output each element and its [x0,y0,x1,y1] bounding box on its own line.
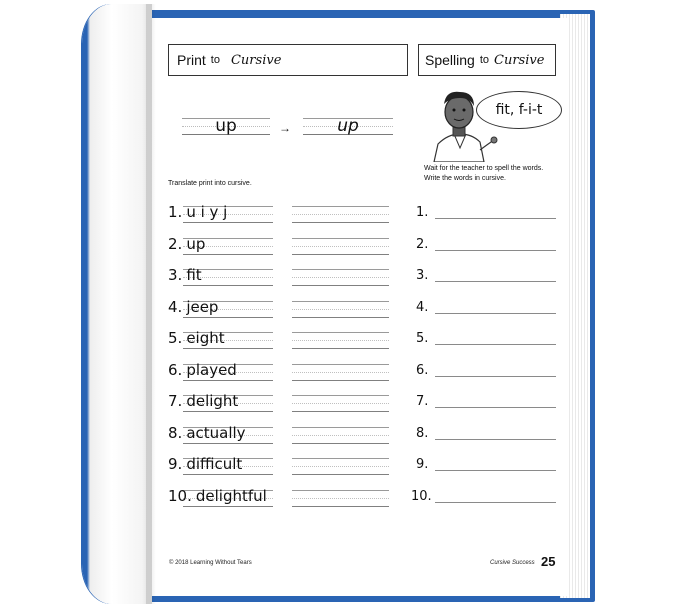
cursive-writing-line[interactable] [292,238,389,254]
header-spelling-to: to [479,54,490,66]
book-title: Cursive Success [490,560,535,566]
cursive-writing-line[interactable] [292,395,389,411]
spelling-number: 2. [416,237,429,252]
spelling-number: 1. [416,205,429,220]
spelling-answer-line[interactable] [435,376,556,377]
cursive-writing-line[interactable] [292,458,389,474]
print-to-cursive-header [168,44,408,76]
item-number: 3. [168,266,183,284]
header-spelling: Spelling [425,52,475,68]
print-word-item [168,203,227,221]
item-number: 4. [168,298,183,316]
spelling-answer-line[interactable] [435,502,556,503]
spelling-number: 7. [416,394,429,409]
copyright-text: © 2018 Learning Without Tears [169,560,252,566]
spelling-answer-line[interactable] [435,250,556,251]
translate-instruction: Translate print into cursive. [168,180,252,187]
print-word: difficult [186,455,243,473]
spelling-answer-line[interactable] [435,344,556,345]
print-word-item [168,424,246,442]
header-spelling-cursive: Cursive [494,52,545,68]
spelling-answer-line[interactable] [435,439,556,440]
item-number: 6. [168,361,183,379]
spelling-answer-line[interactable] [435,281,556,282]
cursive-writing-line[interactable] [292,269,389,285]
cursive-writing-line[interactable] [292,364,389,380]
spelling-number: 5. [416,331,429,346]
print-word-item [168,455,242,473]
print-word: fit [186,266,202,284]
header-cursive: Cursive [230,52,282,68]
item-number: 7. [168,392,183,410]
item-number: 10. [168,487,192,505]
cursive-writing-line[interactable] [292,427,389,443]
print-word-item [168,487,267,505]
speech-bubble: fit, f-i-t [476,91,562,129]
print-word-item [168,298,218,316]
print-word-item [168,392,238,410]
print-word: u i y j [186,203,228,221]
spelling-number: 4. [416,300,429,315]
print-word: played [186,361,237,379]
spelling-answer-line[interactable] [435,407,556,408]
print-word: delightful [195,487,267,505]
page-number: 25 [541,554,556,569]
cursive-writing-line[interactable] [292,332,389,348]
item-number: 9. [168,455,183,473]
spelling-number: 9. [416,457,429,472]
example-print-word: up [215,116,237,136]
spelling-instruction [424,164,564,184]
item-number: 2. [168,235,183,253]
spelling-number: 8. [416,426,429,441]
item-number: 5. [168,329,183,347]
item-number: 8. [168,424,183,442]
print-word-item [168,235,205,253]
spelling-answer-line[interactable] [435,218,556,219]
spelling-to-cursive-header [418,44,556,76]
spelling-instruction-line-2: Write the words in cursive. [424,175,506,182]
print-word: actually [186,424,246,442]
spelling-answer-line[interactable] [435,313,556,314]
spelling-instruction-line-1: Wait for the teacher to spell the words. [424,165,544,172]
print-word-item [168,329,225,347]
cursive-writing-line[interactable] [292,490,389,506]
page-curl [82,4,152,604]
print-word-item [168,266,202,284]
spelling-number: 3. [416,268,429,283]
header-to: to [210,54,220,66]
arrow-icon: → [279,121,291,135]
example-cursive-word: up [337,116,359,136]
cursive-writing-line[interactable] [292,301,389,317]
print-word: delight [186,392,239,410]
print-word-item [168,361,237,379]
spelling-number: 6. [416,363,429,378]
print-word: jeep [186,298,219,316]
cursive-writing-line[interactable] [292,206,389,222]
item-number: 1. [168,203,183,221]
print-word: eight [186,329,225,347]
spelling-number: 10. [411,489,432,504]
header-print: Print [177,52,206,68]
spelling-answer-line[interactable] [435,470,556,471]
print-word: up [186,235,206,253]
